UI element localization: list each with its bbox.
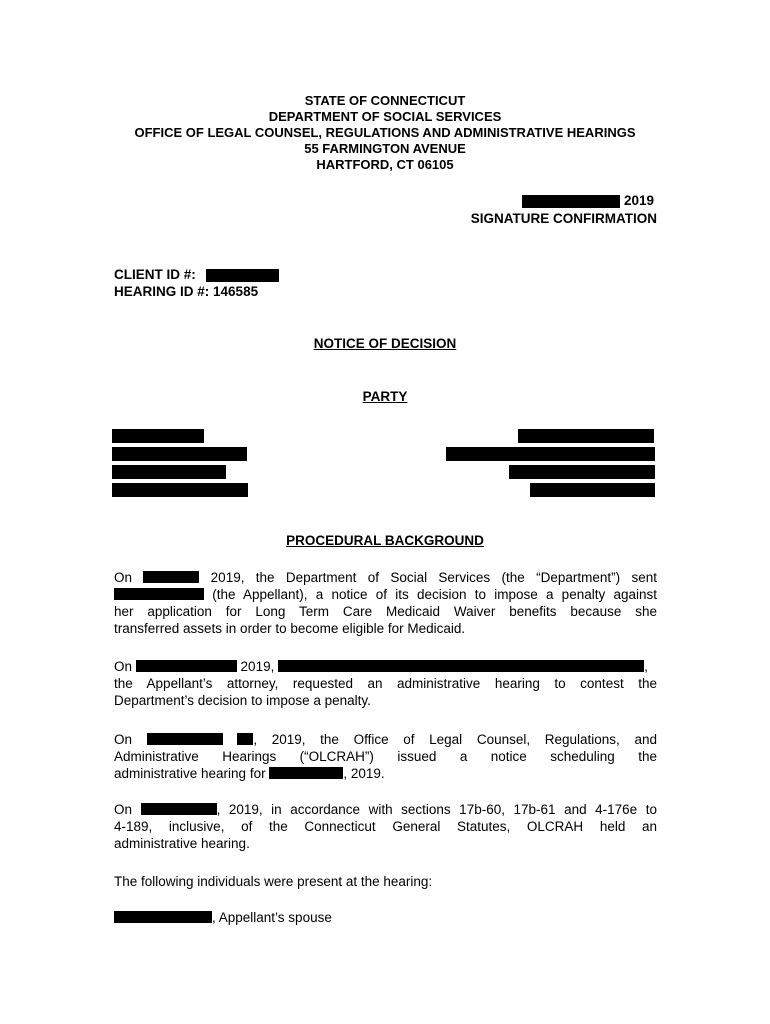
redacted-attorney: [278, 660, 644, 672]
p2-line-2: the Appellant’s attorney, requested an administrative hearing to contest the: [114, 676, 657, 691]
redacted-date: [143, 571, 199, 583]
header-office: OFFICE OF LEGAL COUNSEL, REGULATIONS AND ADMINISTRATIVE HEARINGS: [134, 125, 636, 140]
p4-line-3: administrative hearing.: [114, 836, 250, 851]
p2-line-1: On 2019, ,: [114, 659, 648, 674]
redacted-hearing-date: [269, 767, 343, 779]
procedural-background-title: PROCEDURAL BACKGROUND: [286, 533, 484, 548]
redacted-party-right-4: [530, 483, 655, 497]
hearing-id-value: 146585: [213, 284, 259, 299]
p3-line-3: administrative hearing for , 2019.: [114, 766, 385, 781]
header-city: HARTFORD, CT 06105: [316, 157, 454, 172]
redacted-date: [141, 803, 217, 815]
hearing-id-line: [114, 284, 258, 299]
p2-line-3: Department’s decision to impose a penalty.: [114, 693, 371, 708]
redacted-party-left-1: [112, 429, 204, 443]
paragraph-6: [114, 909, 657, 926]
p6-line-1: , Appellant’s spouse: [114, 909, 657, 926]
redacted-day: [237, 733, 253, 745]
header-state: STATE OF CONNECTICUT: [304, 93, 466, 108]
hearing-id-label: HEARING ID #:: [114, 284, 210, 299]
notice-title: NOTICE OF DECISION: [313, 336, 457, 351]
redacted-date: [147, 733, 223, 745]
redacted-party-right-1: [518, 429, 654, 443]
paragraph-1: [114, 569, 657, 637]
redacted-party-left-2: [112, 447, 247, 461]
redacted-party-left-3: [112, 465, 226, 479]
p1-line-2: (the Appellant), a notice of its decision to impose a penalty against: [114, 586, 657, 603]
redacted-spouse-name: [114, 911, 212, 923]
p1-line-1: On 2019, the Department of Social Services (the “Department”) sent: [114, 570, 657, 585]
p1-line-4: transferred assets in order to become eligible for Medicaid.: [114, 621, 466, 636]
redacted-date: [522, 195, 620, 208]
paragraph-5: [114, 873, 657, 890]
paragraph-4: [114, 801, 657, 852]
party-title: PARTY: [362, 389, 408, 404]
redacted-party-left-4: [112, 483, 248, 497]
redacted-party-right-2: [446, 447, 655, 461]
p3-line-1: On , 2019, the Office of Legal Counsel, Regulations, and: [114, 732, 657, 747]
client-id-label: CLIENT ID #:: [114, 267, 196, 282]
p1-line-3: her application for Long Term Care Medicaid Waiver benefits because she: [114, 604, 657, 619]
p4-line-1: On , 2019, in accordance with sections 17b-60, 17b-61 and 4-176e to: [114, 802, 657, 817]
redacted-party-right-3: [509, 465, 655, 479]
p3-line-2: Administrative Hearings (“OLCRAH”) issued a notice scheduling the: [114, 749, 657, 764]
redacted-client-id: [206, 269, 279, 282]
p5-line-1: The following individuals were present at the hearing:: [114, 874, 433, 889]
redacted-name: [114, 588, 204, 600]
p4-line-2: 4-189, inclusive, of the Connecticut General Statutes, OLCRAH held an: [114, 819, 657, 834]
paragraph-3: [114, 731, 657, 782]
redacted-date: [136, 660, 237, 672]
header-address: 55 FARMINGTON AVENUE: [304, 141, 466, 156]
header-department: DEPARTMENT OF SOCIAL SERVICES: [268, 109, 502, 124]
date-year: 2019: [624, 193, 655, 208]
delivery-method: SIGNATURE CONFIRMATION: [470, 211, 657, 226]
paragraph-2: [114, 658, 657, 709]
